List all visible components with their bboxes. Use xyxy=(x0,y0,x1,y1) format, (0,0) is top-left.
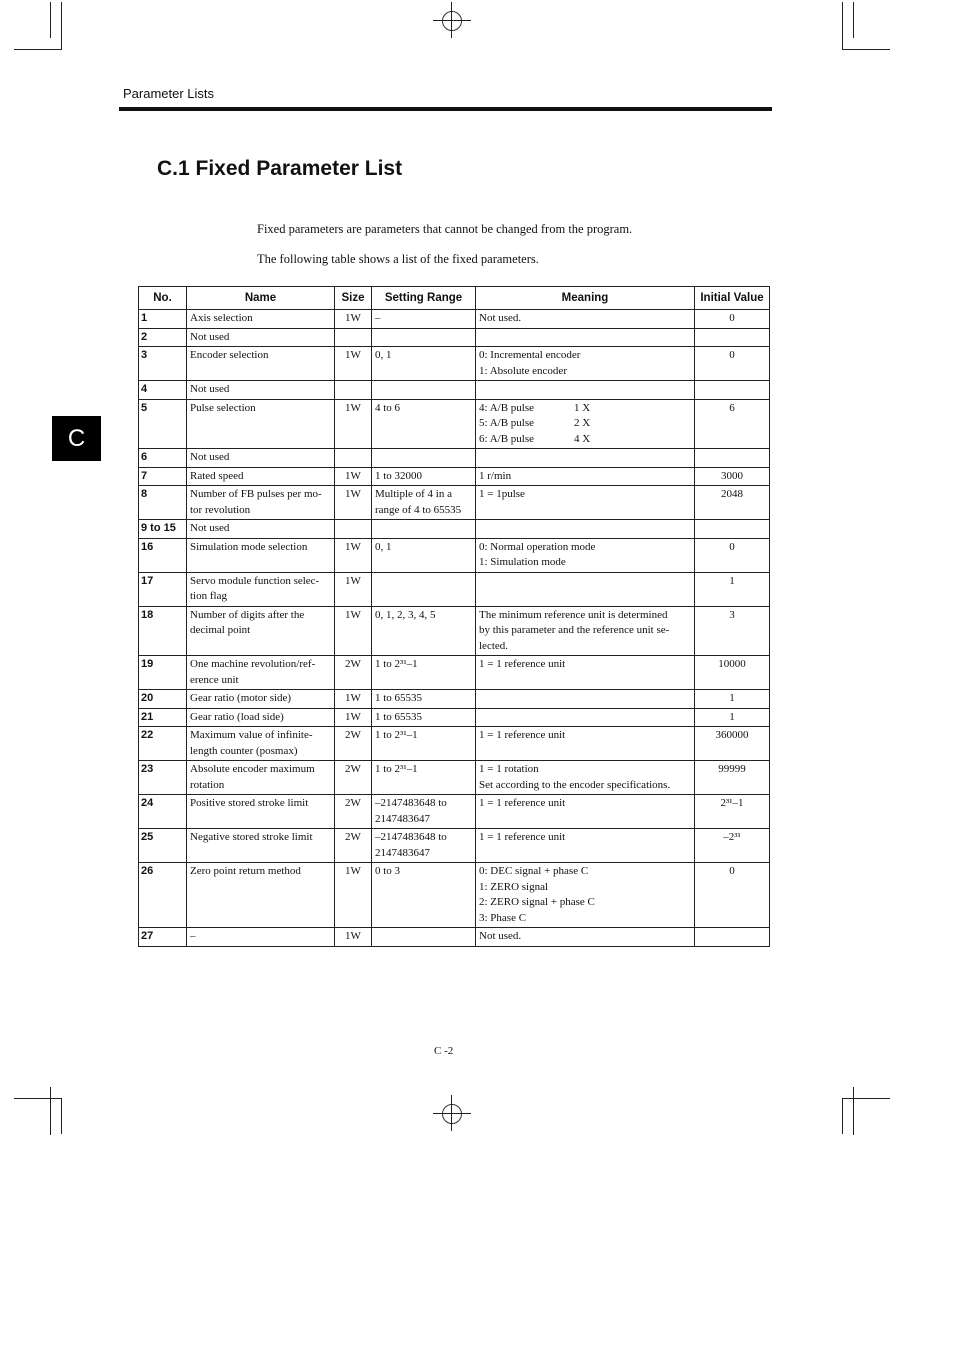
setting-range-cell: –2147483648 to 2147483647 xyxy=(372,829,476,863)
parameter-number-cell: 23 xyxy=(139,761,187,795)
parameter-name-cell: Axis selection xyxy=(187,310,335,329)
setting-range-cell xyxy=(372,381,476,400)
parameter-name-cell: Negative stored stroke limit xyxy=(187,829,335,863)
parameter-size-cell: 1W xyxy=(335,486,372,520)
table-row xyxy=(139,486,770,520)
setting-range-cell: 1 to 2³¹–1 xyxy=(372,656,476,690)
parameter-meaning-cell: 0: Incremental encoder 1: Absolute encoder xyxy=(476,347,695,381)
initial-value-cell xyxy=(695,449,770,468)
setting-range-cell: 0, 1 xyxy=(372,538,476,572)
initial-value-cell: 99999 xyxy=(695,761,770,795)
parameter-size-cell xyxy=(335,520,372,539)
initial-value-cell: 0 xyxy=(695,538,770,572)
parameter-name-cell: Not used xyxy=(187,381,335,400)
parameter-meaning-cell: 1 = 1 reference unit xyxy=(476,656,695,690)
setting-range-cell: 0 to 3 xyxy=(372,863,476,928)
setting-range-cell: Multiple of 4 in a range of 4 to 65535 xyxy=(372,486,476,520)
parameter-number-cell: 2 xyxy=(139,328,187,347)
pulse-option-label: 4: A/B pulse xyxy=(479,401,535,414)
parameter-meaning-cell xyxy=(476,381,695,400)
initial-value-cell: 0 xyxy=(695,310,770,329)
initial-value-cell: 0 xyxy=(695,863,770,928)
parameter-name-cell: Rated speed xyxy=(187,467,335,486)
table-row xyxy=(139,467,770,486)
setting-range-cell: 1 to 32000 xyxy=(372,467,476,486)
initial-value-cell: –2³¹ xyxy=(695,829,770,863)
parameter-meaning-cell xyxy=(476,708,695,727)
initial-value-cell: 3000 xyxy=(695,467,770,486)
initial-value-cell: 360000 xyxy=(695,727,770,761)
initial-value-cell: 3 xyxy=(695,606,770,656)
parameter-name-cell: One machine revolution/ref- erence unit xyxy=(187,656,335,690)
parameter-name-cell: Positive stored stroke limit xyxy=(187,795,335,829)
setting-range-cell: 0, 1 xyxy=(372,347,476,381)
parameter-meaning-cell: 0: DEC signal + phase C 1: ZERO signal 2: ZERO signal + phase C 3: Phase C xyxy=(476,863,695,928)
parameter-name-cell: Simulation mode selection xyxy=(187,538,335,572)
parameter-name-cell: Maximum value of infinite- length counter (posmax) xyxy=(187,727,335,761)
initial-value-cell xyxy=(695,328,770,347)
parameter-size-cell: 1W xyxy=(335,690,372,709)
parameter-number-cell: 4 xyxy=(139,381,187,400)
parameter-name-cell: Encoder selection xyxy=(187,347,335,381)
initial-value-cell xyxy=(695,520,770,539)
table-row xyxy=(139,795,770,829)
parameter-name-cell: Gear ratio (load side) xyxy=(187,708,335,727)
intro-paragraph-2: The following table shows a list of the fixed parameters. xyxy=(257,252,539,266)
parameter-meaning-cell xyxy=(476,690,695,709)
pulse-option xyxy=(479,416,691,432)
parameter-meaning-cell: 1 = 1 rotation Set according to the encoder specifications. xyxy=(476,761,695,795)
setting-range-cell xyxy=(372,449,476,468)
table-row xyxy=(139,347,770,381)
parameter-size-cell: 1W xyxy=(335,310,372,329)
parameter-size-cell: 1W xyxy=(335,708,372,727)
pulse-option-label: 6: A/B pulse xyxy=(479,432,535,445)
parameter-size-cell: 1W xyxy=(335,606,372,656)
parameter-number-cell: 27 xyxy=(139,928,187,947)
intro-paragraph-1: Fixed parameters are parameters that cannot be changed from the program. xyxy=(257,222,633,236)
parameter-size-cell: 2W xyxy=(335,829,372,863)
initial-value-cell xyxy=(695,381,770,400)
parameter-meaning-cell xyxy=(476,399,695,449)
parameter-meaning-cell: 1 = 1 reference unit xyxy=(476,795,695,829)
table-row xyxy=(139,538,770,572)
table-row xyxy=(139,863,770,928)
setting-range-cell xyxy=(372,328,476,347)
parameter-number-cell: 26 xyxy=(139,863,187,928)
table-row xyxy=(139,690,770,709)
parameter-name-cell: Number of digits after the decimal point xyxy=(187,606,335,656)
column-header-setting-range: Setting Range xyxy=(372,287,476,310)
parameter-number-cell: 25 xyxy=(139,829,187,863)
parameter-name-cell: Zero point return method xyxy=(187,863,335,928)
table-row xyxy=(139,928,770,947)
parameter-number-cell: 3 xyxy=(139,347,187,381)
setting-range-cell: 4 to 6 xyxy=(372,399,476,449)
parameter-meaning-cell xyxy=(476,520,695,539)
parameter-meaning-cell: 1 = 1pulse xyxy=(476,486,695,520)
pulse-option-multiplier: 4 X xyxy=(574,432,591,445)
parameter-number-cell: 17 xyxy=(139,572,187,606)
initial-value-cell: 1 xyxy=(695,690,770,709)
table-row xyxy=(139,399,770,449)
table-row xyxy=(139,572,770,606)
table-row xyxy=(139,656,770,690)
parameter-number-cell: 6 xyxy=(139,449,187,468)
table-row xyxy=(139,328,770,347)
parameter-meaning-cell xyxy=(476,449,695,468)
page-number: C -2 xyxy=(434,1045,454,1057)
parameter-size-cell xyxy=(335,328,372,347)
parameter-name-cell: Not used xyxy=(187,520,335,539)
setting-range-cell: 1 to 65535 xyxy=(372,690,476,709)
pulse-option xyxy=(479,432,691,448)
parameter-size-cell xyxy=(335,381,372,400)
table-row xyxy=(139,829,770,863)
initial-value-cell: 2³¹–1 xyxy=(695,795,770,829)
parameter-number-cell: 21 xyxy=(139,708,187,727)
column-header-size: Size xyxy=(335,287,372,310)
parameter-number-cell: 16 xyxy=(139,538,187,572)
pulse-option-multiplier: 1 X xyxy=(574,401,591,414)
parameter-size-cell: 2W xyxy=(335,656,372,690)
table-row xyxy=(139,310,770,329)
parameter-name-cell: Absolute encoder maximum rotation xyxy=(187,761,335,795)
initial-value-cell: 1 xyxy=(695,572,770,606)
parameter-size-cell: 1W xyxy=(335,538,372,572)
column-header-initial-value: Initial Value xyxy=(695,287,770,310)
parameter-size-cell xyxy=(335,449,372,468)
column-header-no: No. xyxy=(139,287,187,310)
initial-value-cell: 2048 xyxy=(695,486,770,520)
parameter-meaning-cell: 1 = 1 reference unit xyxy=(476,829,695,863)
table-row xyxy=(139,520,770,539)
parameter-size-cell: 2W xyxy=(335,727,372,761)
parameter-size-cell: 2W xyxy=(335,795,372,829)
table-row xyxy=(139,708,770,727)
table-row xyxy=(139,449,770,468)
chapter-tab-marker: C xyxy=(52,416,101,461)
section-title: C.1 Fixed Parameter List xyxy=(157,157,403,180)
parameter-meaning-cell xyxy=(476,572,695,606)
parameter-number-cell: 18 xyxy=(139,606,187,656)
initial-value-cell: 0 xyxy=(695,347,770,381)
parameter-size-cell: 1W xyxy=(335,928,372,947)
setting-range-cell xyxy=(372,520,476,539)
running-header: Parameter Lists xyxy=(123,86,215,101)
parameter-number-cell: 20 xyxy=(139,690,187,709)
initial-value-cell xyxy=(695,928,770,947)
table-row xyxy=(139,381,770,400)
parameter-name-cell: Number of FB pulses per mo- tor revolution xyxy=(187,486,335,520)
setting-range-cell: 0, 1, 2, 3, 4, 5 xyxy=(372,606,476,656)
parameter-size-cell: 1W xyxy=(335,863,372,928)
column-header-meaning: Meaning xyxy=(476,287,695,310)
table-header-row xyxy=(139,287,770,310)
parameter-number-cell: 7 xyxy=(139,467,187,486)
parameter-size-cell: 1W xyxy=(335,399,372,449)
setting-range-cell xyxy=(372,572,476,606)
column-header-name: Name xyxy=(187,287,335,310)
parameter-meaning-cell: Not used. xyxy=(476,310,695,329)
parameter-meaning-cell: 1 = 1 reference unit xyxy=(476,727,695,761)
setting-range-cell: – xyxy=(372,310,476,329)
parameter-number-cell: 9 to 15 xyxy=(139,520,187,539)
initial-value-cell: 6 xyxy=(695,399,770,449)
fixed-parameter-table xyxy=(138,286,770,947)
setting-range-cell: –2147483648 to 2147483647 xyxy=(372,795,476,829)
parameter-name-cell: Gear ratio (motor side) xyxy=(187,690,335,709)
table-row xyxy=(139,761,770,795)
parameter-size-cell: 2W xyxy=(335,761,372,795)
parameter-name-cell: Not used xyxy=(187,449,335,468)
parameter-meaning-cell xyxy=(476,328,695,347)
setting-range-cell: 1 to 2³¹–1 xyxy=(372,761,476,795)
setting-range-cell xyxy=(372,928,476,947)
parameter-number-cell: 22 xyxy=(139,727,187,761)
parameter-number-cell: 5 xyxy=(139,399,187,449)
parameter-meaning-cell: 0: Normal operation mode 1: Simulation mode xyxy=(476,538,695,572)
parameter-size-cell: 1W xyxy=(335,347,372,381)
setting-range-cell: 1 to 2³¹–1 xyxy=(372,727,476,761)
parameter-meaning-cell: Not used. xyxy=(476,928,695,947)
table-row xyxy=(139,606,770,656)
header-rule xyxy=(119,107,772,111)
pulse-option-label: 5: A/B pulse xyxy=(479,417,535,429)
parameter-name-cell: Servo module function selec- tion flag xyxy=(187,572,335,606)
parameter-name-cell: Not used xyxy=(187,328,335,347)
setting-range-cell: 1 to 65535 xyxy=(372,708,476,727)
parameter-number-cell: 24 xyxy=(139,795,187,829)
parameter-name-cell: Pulse selection xyxy=(187,399,335,449)
pulse-option xyxy=(479,401,691,417)
table-row xyxy=(139,727,770,761)
parameter-size-cell: 1W xyxy=(335,572,372,606)
parameter-meaning-cell: The minimum reference unit is determined by this parameter and the reference unit se- lected. xyxy=(476,606,695,656)
parameter-number-cell: 8 xyxy=(139,486,187,520)
initial-value-cell: 1 xyxy=(695,708,770,727)
parameter-number-cell: 1 xyxy=(139,310,187,329)
pulse-option-multiplier: 2 X xyxy=(574,417,591,429)
parameter-name-cell: – xyxy=(187,928,335,947)
parameter-size-cell: 1W xyxy=(335,467,372,486)
initial-value-cell: 10000 xyxy=(695,656,770,690)
parameter-meaning-cell: 1 r/min xyxy=(476,467,695,486)
parameter-number-cell: 19 xyxy=(139,656,187,690)
